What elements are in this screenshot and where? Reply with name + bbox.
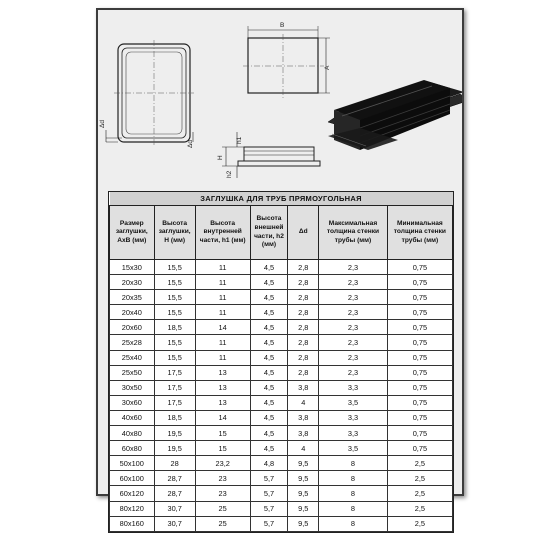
column-header: Максимальная толщина стенки трубы (мм) bbox=[319, 206, 388, 260]
table-cell: 2,3 bbox=[319, 350, 388, 365]
table-cell: 8 bbox=[319, 501, 388, 516]
table-row bbox=[110, 456, 453, 471]
table-cell: 2,3 bbox=[319, 260, 388, 275]
table-cell: 3,8 bbox=[288, 426, 319, 441]
table-cell: 15x30 bbox=[110, 260, 155, 275]
table-cell: 4,5 bbox=[250, 290, 288, 305]
table-cell: 15 bbox=[195, 426, 250, 441]
table-cell: 80x160 bbox=[110, 516, 155, 531]
table-row bbox=[110, 335, 453, 350]
table-cell: 15,5 bbox=[154, 335, 195, 350]
table-cell: 15 bbox=[195, 441, 250, 456]
table-cell: 19,5 bbox=[154, 426, 195, 441]
column-header: Высота внешней части, h2 (мм) bbox=[250, 206, 288, 260]
column-header: Минимальная толщина стенки трубы (мм) bbox=[387, 206, 452, 260]
table-cell: 0,75 bbox=[387, 350, 452, 365]
table-cell: 28,7 bbox=[154, 486, 195, 501]
table-cell: 30,7 bbox=[154, 516, 195, 531]
table-row bbox=[110, 275, 453, 290]
table-cell: 4,5 bbox=[250, 410, 288, 425]
table-body bbox=[110, 260, 453, 532]
table-cell: 25x50 bbox=[110, 365, 155, 380]
column-header: Высота заглушки, Н (мм) bbox=[154, 206, 195, 260]
table-cell: 5,7 bbox=[250, 471, 288, 486]
table-row bbox=[110, 426, 453, 441]
table-cell: 9,5 bbox=[288, 516, 319, 531]
table-cell: 40x60 bbox=[110, 410, 155, 425]
table-cell: 4,8 bbox=[250, 456, 288, 471]
table-cell: 0,75 bbox=[387, 441, 452, 456]
table-cell: 23 bbox=[195, 486, 250, 501]
table-cell: 30x50 bbox=[110, 380, 155, 395]
table-cell: 60x120 bbox=[110, 486, 155, 501]
table-cell: 8 bbox=[319, 516, 388, 531]
table-row bbox=[110, 441, 453, 456]
h1-label: h1 bbox=[236, 136, 243, 144]
table-cell: 40x80 bbox=[110, 426, 155, 441]
table-cell: 11 bbox=[195, 350, 250, 365]
table-cell: 2,5 bbox=[387, 471, 452, 486]
table-row bbox=[110, 365, 453, 380]
table-row bbox=[110, 501, 453, 516]
table-cell: 5,7 bbox=[250, 501, 288, 516]
plug-3d-image bbox=[328, 80, 462, 150]
table-cell: 8 bbox=[319, 456, 388, 471]
table-cell: 28 bbox=[154, 456, 195, 471]
table-cell: 4 bbox=[288, 395, 319, 410]
table-row bbox=[110, 320, 453, 335]
table-row bbox=[110, 350, 453, 365]
table-cell: 2,3 bbox=[319, 365, 388, 380]
table-cell: 0,75 bbox=[387, 380, 452, 395]
table-cell: 4,5 bbox=[250, 260, 288, 275]
table-cell: 4,5 bbox=[250, 365, 288, 380]
table-row bbox=[110, 305, 453, 320]
table-cell: 14 bbox=[195, 410, 250, 425]
table-row bbox=[110, 380, 453, 395]
table-cell: 2,8 bbox=[288, 275, 319, 290]
table-cell: 2,3 bbox=[319, 335, 388, 350]
spec-table-container bbox=[108, 191, 454, 533]
table-cell: 0,75 bbox=[387, 365, 452, 380]
table-cell: 15,5 bbox=[154, 275, 195, 290]
table-cell: 2,8 bbox=[288, 290, 319, 305]
width-b-label: B bbox=[280, 22, 285, 29]
spec-table bbox=[109, 192, 453, 532]
table-row bbox=[110, 516, 453, 531]
table-cell: 23,2 bbox=[195, 456, 250, 471]
table-cell: 18,5 bbox=[154, 410, 195, 425]
table-cell: 4,5 bbox=[250, 320, 288, 335]
table-cell: 25x28 bbox=[110, 335, 155, 350]
table-cell: 20x40 bbox=[110, 305, 155, 320]
table-cell: 11 bbox=[195, 305, 250, 320]
table-cell: 20x30 bbox=[110, 275, 155, 290]
table-cell: 0,75 bbox=[387, 305, 452, 320]
table-cell: 13 bbox=[195, 395, 250, 410]
table-cell: 9,5 bbox=[288, 471, 319, 486]
table-cell: 3,3 bbox=[319, 426, 388, 441]
table-row bbox=[110, 395, 453, 410]
table-cell: 9,5 bbox=[288, 501, 319, 516]
table-cell: 5,7 bbox=[250, 486, 288, 501]
table-row bbox=[110, 290, 453, 305]
table-header-row bbox=[110, 206, 453, 260]
table-cell: 2,8 bbox=[288, 260, 319, 275]
column-header: Размер заглушки, АхВ (мм) bbox=[110, 206, 155, 260]
table-cell: 3,5 bbox=[319, 441, 388, 456]
table-cell: 17,5 bbox=[154, 395, 195, 410]
table-cell: 2,8 bbox=[288, 320, 319, 335]
table-cell: 0,75 bbox=[387, 426, 452, 441]
table-cell: 25x40 bbox=[110, 350, 155, 365]
table-cell: 0,75 bbox=[387, 335, 452, 350]
table-cell: 15,5 bbox=[154, 260, 195, 275]
table-cell: 2,8 bbox=[288, 335, 319, 350]
table-cell: 2,8 bbox=[288, 305, 319, 320]
table-cell: 3,3 bbox=[319, 410, 388, 425]
table-row bbox=[110, 410, 453, 425]
top-view-drawing bbox=[243, 22, 331, 98]
technical-drawings bbox=[98, 10, 462, 186]
table-cell: 9,5 bbox=[288, 456, 319, 471]
table-cell: 4,5 bbox=[250, 426, 288, 441]
table-cell: 11 bbox=[195, 335, 250, 350]
table-cell: 13 bbox=[195, 365, 250, 380]
table-cell: 17,5 bbox=[154, 365, 195, 380]
table-cell: 23 bbox=[195, 471, 250, 486]
table-cell: 20x35 bbox=[110, 290, 155, 305]
table-cell: 2,3 bbox=[319, 305, 388, 320]
table-cell: 80x120 bbox=[110, 501, 155, 516]
table-cell: 50x100 bbox=[110, 456, 155, 471]
table-cell: 4 bbox=[288, 441, 319, 456]
table-row bbox=[110, 471, 453, 486]
table-cell: 0,75 bbox=[387, 290, 452, 305]
table-cell: 13 bbox=[195, 380, 250, 395]
table-cell: 11 bbox=[195, 290, 250, 305]
table-cell: 11 bbox=[195, 260, 250, 275]
table-cell: 15,5 bbox=[154, 350, 195, 365]
table-cell: 14 bbox=[195, 320, 250, 335]
table-cell: 2,5 bbox=[387, 456, 452, 471]
table-cell: 30,7 bbox=[154, 501, 195, 516]
table-title: ЗАГЛУШКА ДЛЯ ТРУБ ПРЯМОУГОЛЬНАЯ bbox=[110, 192, 453, 206]
table-cell: 11 bbox=[195, 275, 250, 290]
table-cell: 4,5 bbox=[250, 305, 288, 320]
table-cell: 4,5 bbox=[250, 395, 288, 410]
table-cell: 4,5 bbox=[250, 350, 288, 365]
table-cell: 2,8 bbox=[288, 350, 319, 365]
table-row bbox=[110, 486, 453, 501]
height-a-label: A bbox=[324, 65, 331, 70]
column-header: Высота внутренней части, h1 (мм) bbox=[195, 206, 250, 260]
table-cell: 15,5 bbox=[154, 305, 195, 320]
table-cell: 2,5 bbox=[387, 516, 452, 531]
table-cell: 8 bbox=[319, 486, 388, 501]
table-cell: 20x60 bbox=[110, 320, 155, 335]
delta-d-label-left: Δd bbox=[99, 120, 106, 128]
table-cell: 17,5 bbox=[154, 380, 195, 395]
table-cell: 0,75 bbox=[387, 320, 452, 335]
table-cell: 4,5 bbox=[250, 335, 288, 350]
table-cell: 25 bbox=[195, 501, 250, 516]
delta-d-label-right: Δd bbox=[187, 140, 194, 148]
table-cell: 5,7 bbox=[250, 516, 288, 531]
table-cell: 2,5 bbox=[387, 486, 452, 501]
side-view-drawing bbox=[217, 132, 320, 178]
table-cell: 0,75 bbox=[387, 275, 452, 290]
table-cell: 18,5 bbox=[154, 320, 195, 335]
table-cell: 3,3 bbox=[319, 380, 388, 395]
table-cell: 2,3 bbox=[319, 320, 388, 335]
table-cell: 2,8 bbox=[288, 365, 319, 380]
table-cell: 8 bbox=[319, 471, 388, 486]
table-cell: 3,5 bbox=[319, 395, 388, 410]
table-cell: 2,5 bbox=[387, 501, 452, 516]
table-cell: 4,5 bbox=[250, 275, 288, 290]
table-cell: 0,75 bbox=[387, 410, 452, 425]
table-cell: 30x60 bbox=[110, 395, 155, 410]
table-cell: 4,5 bbox=[250, 441, 288, 456]
table-cell: 15,5 bbox=[154, 290, 195, 305]
table-cell: 4,5 bbox=[250, 380, 288, 395]
front-view-drawing bbox=[99, 40, 194, 148]
table-cell: 28,7 bbox=[154, 471, 195, 486]
column-header: Δd bbox=[288, 206, 319, 260]
table-cell: 19,5 bbox=[154, 441, 195, 456]
table-cell: 25 bbox=[195, 516, 250, 531]
table-cell: 2,3 bbox=[319, 290, 388, 305]
table-cell: 3,8 bbox=[288, 410, 319, 425]
table-cell: 0,75 bbox=[387, 395, 452, 410]
table-cell: 60x80 bbox=[110, 441, 155, 456]
table-row bbox=[110, 260, 453, 275]
table-cell: 60x100 bbox=[110, 471, 155, 486]
h-label: H bbox=[217, 155, 224, 160]
h2-label: h2 bbox=[226, 170, 233, 178]
table-cell: 3,8 bbox=[288, 380, 319, 395]
table-cell: 9,5 bbox=[288, 486, 319, 501]
spec-sheet bbox=[96, 8, 464, 529]
table-cell: 2,3 bbox=[319, 275, 388, 290]
table-cell: 0,75 bbox=[387, 260, 452, 275]
